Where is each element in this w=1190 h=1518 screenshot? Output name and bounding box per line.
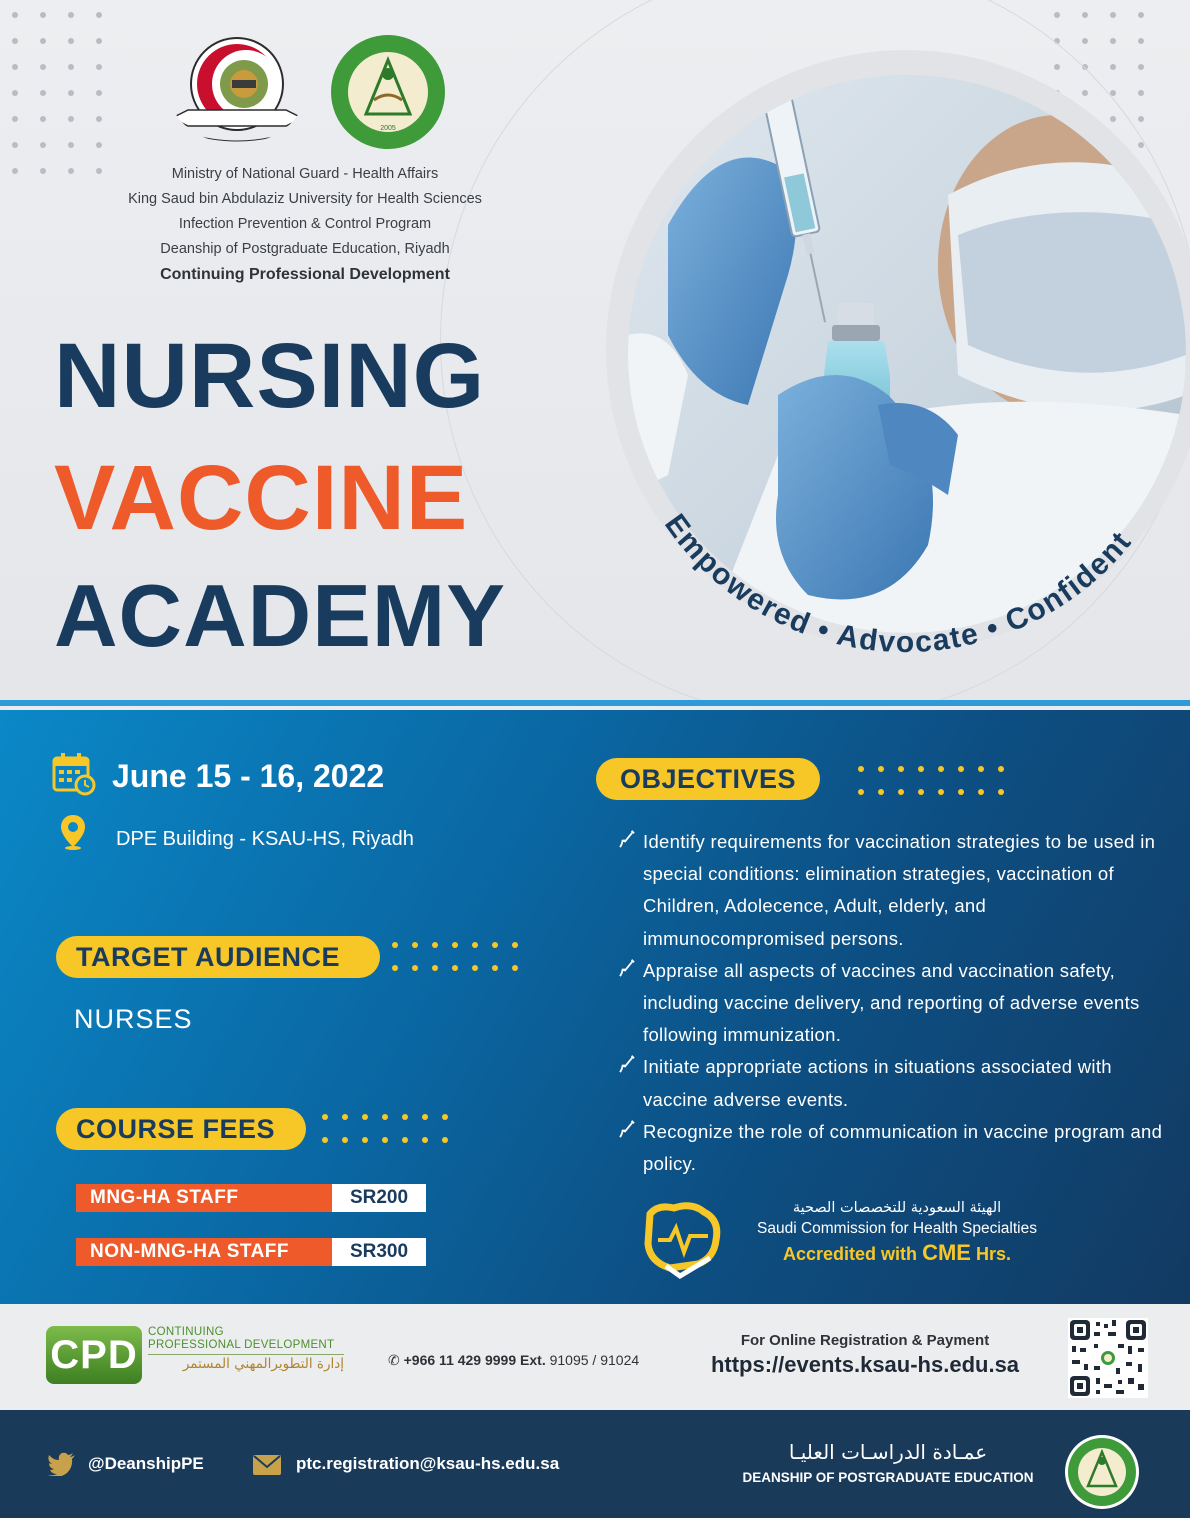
scfhs-name-arabic: الهيئة السعودية للتخصصات الصحية xyxy=(792,1200,1002,1216)
objective-text: Identify requirements for vaccination strategies to be used in special conditions: elimination strategies, vaccination of Children, Adolecence, Adult, elderly, and immunocompromised persons. xyxy=(643,831,1156,949)
cme-suffix: Hrs. xyxy=(975,1244,1011,1264)
cme-label: CME xyxy=(922,1240,971,1265)
cpd-line-1: CONTINUING xyxy=(148,1326,224,1338)
ext-label: Ext. xyxy=(520,1352,546,1368)
phone-contact[interactable] xyxy=(388,1352,639,1369)
objective-item xyxy=(612,955,1172,1052)
deanship-name-arabic: عمـادة الدراسـات العليـا xyxy=(788,1440,988,1464)
fee-label: NON-MNG-HA STAFF xyxy=(76,1238,332,1266)
scfhs-accreditation xyxy=(640,1200,1080,1280)
syringe-bullet-icon xyxy=(612,955,643,977)
fee-row xyxy=(76,1184,426,1212)
cpd-line-2: PROFESSIONAL DEVELOPMENT xyxy=(148,1339,335,1351)
twitter-icon xyxy=(48,1452,76,1476)
org-line: Ministry of National Guard - Health Affairs xyxy=(171,166,439,182)
ext-number: 91095 / 91024 xyxy=(549,1352,640,1368)
svg-text:2005: 2005 xyxy=(380,125,396,132)
mngha-logo xyxy=(168,34,306,144)
qr-code[interactable] xyxy=(1068,1318,1148,1398)
fee-price: SR200 xyxy=(332,1184,426,1212)
cpd-logo-text: CPD xyxy=(50,1333,138,1377)
cpd-title xyxy=(148,1326,334,1352)
decorative-dots xyxy=(12,12,102,174)
org-line: Deanship of Postgraduate Education, Riyadh xyxy=(160,241,450,257)
organizer-lines xyxy=(90,162,520,288)
objective-text: Initiate appropriate actions in situations associated with vaccine adverse events. xyxy=(643,1056,1112,1110)
objectives-list xyxy=(612,826,1172,1180)
objective-item xyxy=(612,826,1172,955)
scfhs-name-english: Saudi Commission for Health Specialties xyxy=(757,1220,1037,1237)
objective-text: Appraise all aspects of vaccines and vaccination safety, including vaccine delivery, and reporting of adverse events following immunization. xyxy=(643,959,1140,1046)
ksau-hs-logo xyxy=(330,34,446,150)
cpd-heading: Continuing Professional Development xyxy=(160,266,450,283)
twitter-handle[interactable]: @DeanshipPE xyxy=(88,1454,204,1473)
title-line-2: VACCINE xyxy=(54,447,469,549)
syringe-bullet-icon xyxy=(612,1051,643,1073)
svg-text:Empowered • Advocate • Confide xyxy=(658,508,1138,659)
objective-item xyxy=(612,1051,1172,1115)
registration-label: For Online Registration & Payment xyxy=(740,1332,990,1349)
footer xyxy=(0,1410,1190,1518)
details-section xyxy=(0,710,1190,1304)
calendar-icon xyxy=(52,752,96,796)
decorative-dots xyxy=(858,766,1004,795)
ksau-hs-footer-logo xyxy=(1064,1434,1140,1510)
phone-icon: ✆ xyxy=(388,1353,400,1369)
target-audience-label: TARGET AUDIENCE xyxy=(56,936,380,978)
deanship-name-english: DEANSHIP OF POSTGRADUATE EDUCATION xyxy=(742,1470,1034,1485)
cme-prefix: Accredited with xyxy=(783,1244,918,1264)
registration-link[interactable]: https://events.ksau-hs.edu.sa xyxy=(710,1352,1020,1377)
objectives-label: OBJECTIVES xyxy=(596,758,820,800)
phone-number: +966 11 429 9999 xyxy=(403,1352,517,1368)
syringe-bullet-icon xyxy=(612,1116,643,1138)
cme-accredited xyxy=(732,1240,1062,1266)
slogan-text: Empowered • Advocate • Confident xyxy=(658,508,1139,660)
location-pin-icon xyxy=(60,814,86,850)
hero-section xyxy=(0,0,1190,700)
syringe-bullet-icon xyxy=(612,826,643,848)
decorative-dots xyxy=(392,942,518,971)
event-location: DPE Building - KSAU-HS, Riyadh xyxy=(116,828,414,850)
slogan-arc xyxy=(600,440,1190,700)
org-line: King Saud bin Abdulaziz University for Health Sciences xyxy=(128,191,482,207)
course-fees-label: COURSE FEES xyxy=(56,1108,306,1150)
fee-row xyxy=(76,1238,426,1266)
org-line: Infection Prevention & Control Program xyxy=(178,216,432,232)
title-line-3: ACADEMY xyxy=(54,566,506,665)
decorative-dots xyxy=(322,1114,448,1143)
cpd-arabic: إدارة التطويرالمهني المستمر xyxy=(182,1356,344,1372)
target-audience-value: NURSES xyxy=(74,1004,193,1034)
fee-label: MNG-HA STAFF xyxy=(76,1184,332,1212)
email-icon xyxy=(252,1454,282,1476)
title-line-1: NURSING xyxy=(54,325,486,427)
email-address[interactable]: ptc.registration@ksau-hs.edu.sa xyxy=(296,1454,560,1473)
objective-text: Recognize the role of communication in vaccine program and policy. xyxy=(643,1120,1163,1175)
contact-strip xyxy=(0,1304,1190,1410)
cpd-logo xyxy=(46,1326,142,1384)
objective-item xyxy=(612,1116,1172,1180)
fee-price: SR300 xyxy=(332,1238,426,1266)
event-date: June 15 - 16, 2022 xyxy=(112,758,385,794)
divider xyxy=(148,1354,344,1355)
scfhs-logo xyxy=(640,1200,726,1280)
